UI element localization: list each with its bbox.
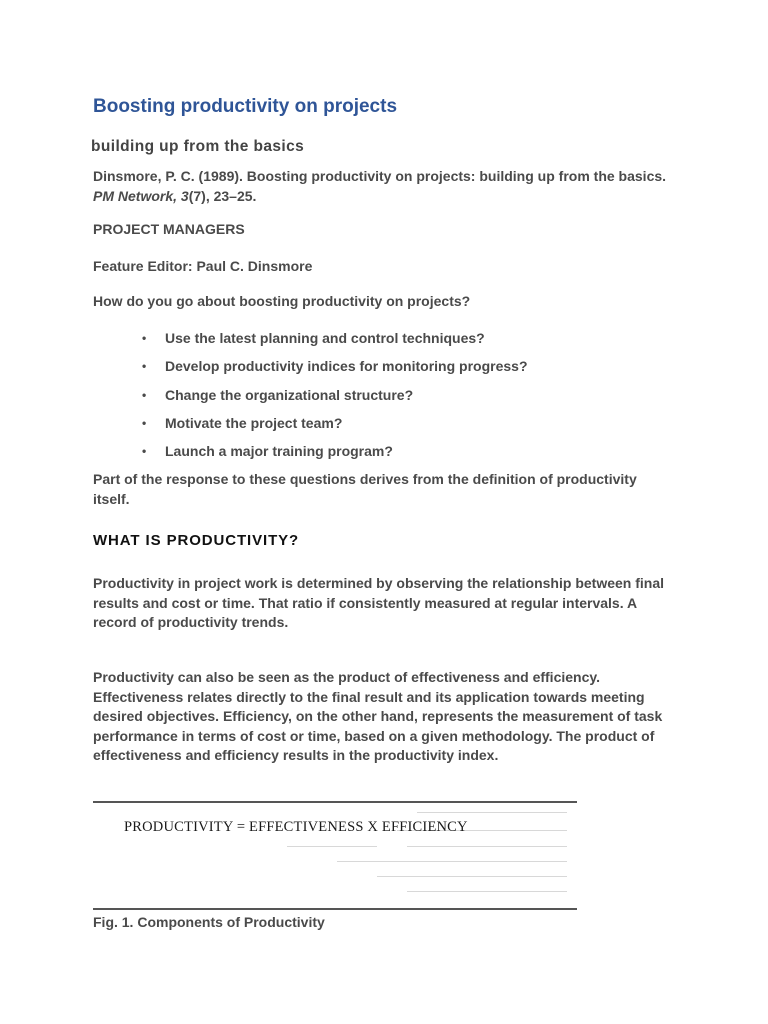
- list-item-text: Launch a major training program?: [165, 443, 393, 460]
- section-heading: WHAT IS PRODUCTIVITY?: [93, 532, 300, 549]
- figure-caption: Fig. 1. Components of Productivity: [93, 914, 325, 930]
- list-item: [93, 328, 528, 356]
- figure-image: [93, 800, 577, 912]
- citation: [93, 167, 678, 206]
- question-list: [93, 328, 528, 469]
- article-title: Boosting productivity on projects: [93, 96, 398, 117]
- list-item-text: Change the organizational structure?: [165, 386, 414, 403]
- lead-question: How do you go about boosting productivity on projects?: [93, 293, 471, 309]
- response-paragraph: Part of the response to these questions derives from the definition of productivity itself.: [93, 471, 637, 507]
- list-item-text: Motivate the project team?: [165, 414, 343, 431]
- bullet-icon: •: [142, 331, 147, 345]
- list-item-text: Develop productivity indices for monitoring progress?: [165, 358, 528, 375]
- list-item: [93, 385, 528, 413]
- body-paragraph: Productivity in project work is determined by observing the relationship between final results and cost or time. That ratio if consistently measured at regular intervals. A record of productivity trends.: [93, 575, 664, 630]
- citation-issue: (7), 23–25.: [188, 187, 257, 204]
- list-item: [93, 356, 528, 384]
- list-item: [93, 441, 528, 469]
- feature-editor: Feature Editor: Paul C. Dinsmore: [93, 258, 313, 274]
- bullet-icon: •: [142, 415, 147, 430]
- list-item-text: Use the latest planning and control techniques?: [165, 330, 485, 346]
- bullet-icon: •: [142, 444, 147, 459]
- citation-journal: PM Network, 3: [93, 187, 189, 204]
- bullet-icon: •: [142, 359, 147, 374]
- citation-text: Dinsmore, P. C. (1989). Boosting productivity on projects: building up from the basics.: [93, 168, 667, 184]
- article-subtitle: building up from the basics: [91, 138, 305, 155]
- figure-bottom-rule: [93, 908, 577, 910]
- list-item: [93, 413, 528, 441]
- column-name: PROJECT MANAGERS: [93, 221, 245, 237]
- bullet-icon: •: [142, 387, 147, 402]
- body-paragraph: Productivity can also be seen as the product of effectiveness and efficiency. Effectiveness relates directly to the final result and its application towards meeting desired objectives. Efficiency, on the other hand, represents the measurement of task performance in terms of cost or time, based on a given methodology. The product of effectiveness and efficiency results in the productivity index.: [93, 669, 663, 763]
- figure-top-rule: [93, 801, 577, 803]
- productivity-formula: PRODUCTIVITY = EFFECTIVENESS X EFFICIENCY: [124, 819, 468, 835]
